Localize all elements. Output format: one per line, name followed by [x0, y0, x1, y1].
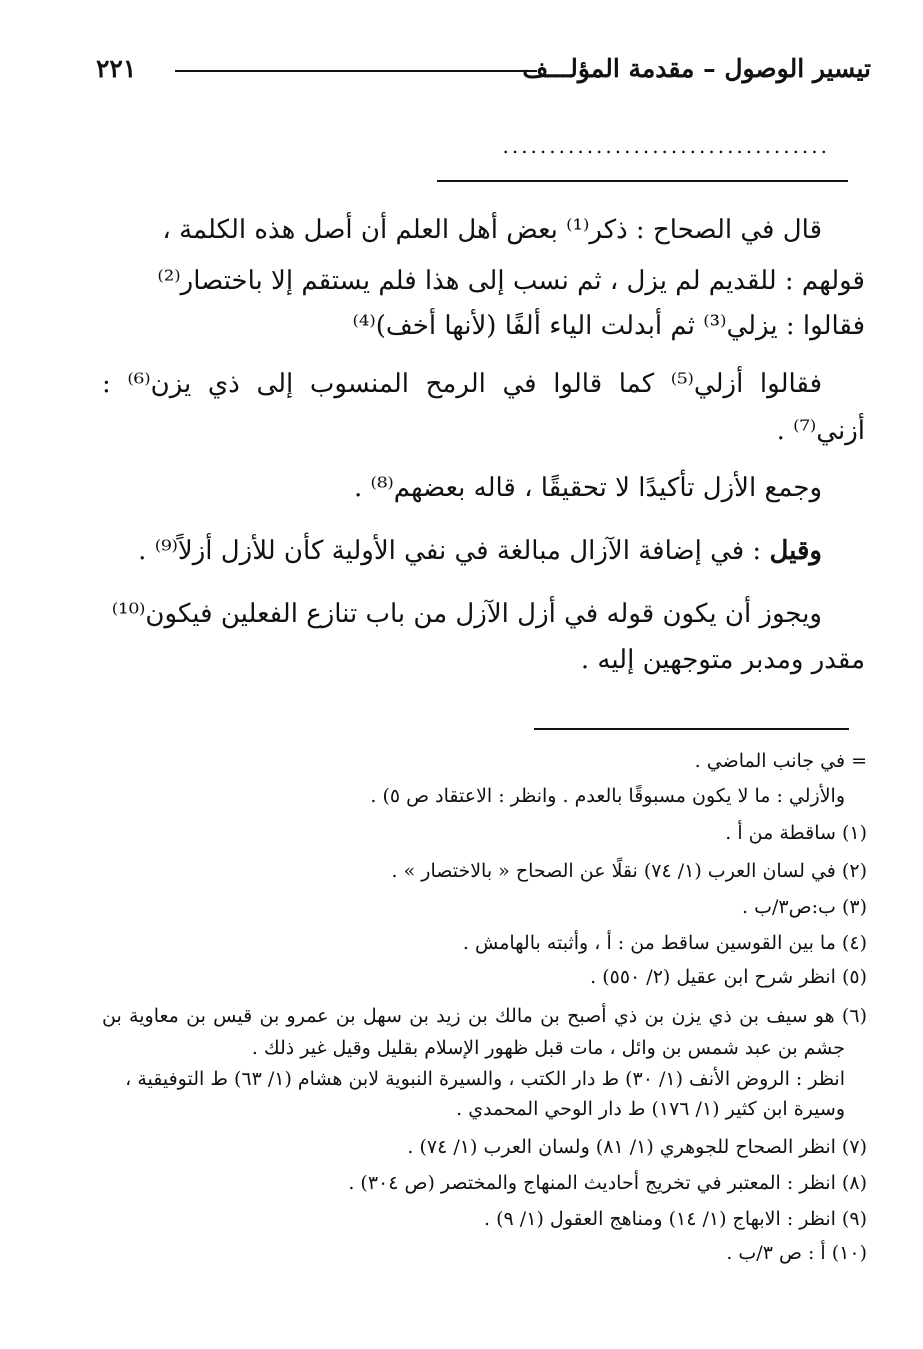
- footnote-4: (٤) ما بين القوسين ساقط من : أ ، وأثبته بالهامش .: [462, 932, 867, 954]
- footnote-6-line-3: انظر : الروض الأنف (١/ ٣٠) ط دار الكتب ، والسيرة النبوية لابن هشام (١/ ٦٣) ط التوفيقية ،: [125, 1068, 845, 1090]
- body-line-2: قولهم : للقديم لم يزل ، ثم نسب إلى هذا فلم يستقم إلا باختصار⁽²⁾: [157, 266, 865, 296]
- section-rule: [437, 180, 848, 182]
- footnote-3: (٣) ب:ص٣/ب .: [742, 896, 867, 918]
- body-line-1: قال في الصحاح : ذكر⁽¹⁾ بعض أهل العلم أن أصل هذه الكلمة ،: [162, 215, 822, 245]
- footnote-6-line-4: وسيرة ابن كثير (١/ ١٧٦) ط دار الوحي المحمدي .: [456, 1098, 845, 1120]
- footnote-continuation: = في جانب الماضي .: [694, 750, 867, 772]
- footnote-6: (٦) هو سيف بن ذي يزن بن ذي أصبح بن مالك بن زيد بن سهل بن عمرو بن قيس بن معاوية بن: [102, 1005, 867, 1027]
- body-line-5: أزني⁽⁷⁾ .: [776, 416, 865, 446]
- footnote-5: (٥) انظر شرح ابن عقيل (٢/ ٥٥٠) .: [590, 966, 867, 988]
- footnote-1: (١) ساقطة من أ .: [725, 822, 867, 844]
- body-line-3: فقالوا : يزلي⁽³⁾ ثم أبدلت الياء ألفًا (لأنها أخف)⁽⁴⁾: [352, 311, 865, 341]
- ellipsis-line: ...................................: [502, 134, 830, 158]
- header-rule: [175, 70, 537, 72]
- footnote-7: (٧) انظر الصحاح للجوهري (١/ ٨١) ولسان العرب (١/ ٧٤) .: [407, 1136, 867, 1158]
- footnote-10: (١٠) أ : ص ٣/ب .: [726, 1242, 867, 1264]
- keyword-qila: وقيل: [769, 536, 822, 566]
- footnote-continuation-2: والأزلي : ما لا يكون مسبوقًا بالعدم . وانظر : الاعتقاد ص ٥) .: [370, 785, 845, 807]
- body-line-6: وجمع الأزل تأكيدًا لا تحقيقًا ، قاله بعضهم⁽⁸⁾ .: [354, 473, 822, 503]
- body-line-4: فقالوا أزلي⁽⁵⁾ كما قالوا في الرمح المنسوب إلى ذي يزن⁽⁶⁾ :: [102, 369, 822, 399]
- body-line-8: ويجوز أن يكون قوله في أزل الآزل من باب تنازع الفعلين فيكون⁽¹⁰⁾: [111, 599, 822, 629]
- footnote-2: (٢) في لسان العرب (١/ ٧٤) نقلًا عن الصحاح « بالاختصار » .: [391, 860, 867, 882]
- body-line-7: [102, 533, 822, 569]
- footnote-9: (٩) انظر : الابهاج (١/ ١٤) ومناهج العقول (١/ ٩) .: [484, 1208, 867, 1230]
- footnote-rule: [534, 728, 849, 730]
- body-line-9: مقدر ومدبر متوجهين إليه .: [580, 645, 865, 675]
- page-number: ٢٢١: [96, 54, 137, 83]
- running-title: تيسير الوصول – مقدمة المؤلـــف: [522, 54, 871, 83]
- body-line-7-text: : في إضافة الآزال مبالغة في نفي الأولية كأن للأزل أزلاً⁽⁹⁾ .: [138, 536, 770, 566]
- footnote-8: (٨) انظر : المعتبر في تخريج أحاديث المنهاج والمختصر (ص ٣٠٤) .: [348, 1172, 867, 1194]
- footnote-6-line-2: جشم بن عبد شمس بن وائل ، مات قبل ظهور الإسلام بقليل وقيل غير ذلك .: [251, 1037, 845, 1059]
